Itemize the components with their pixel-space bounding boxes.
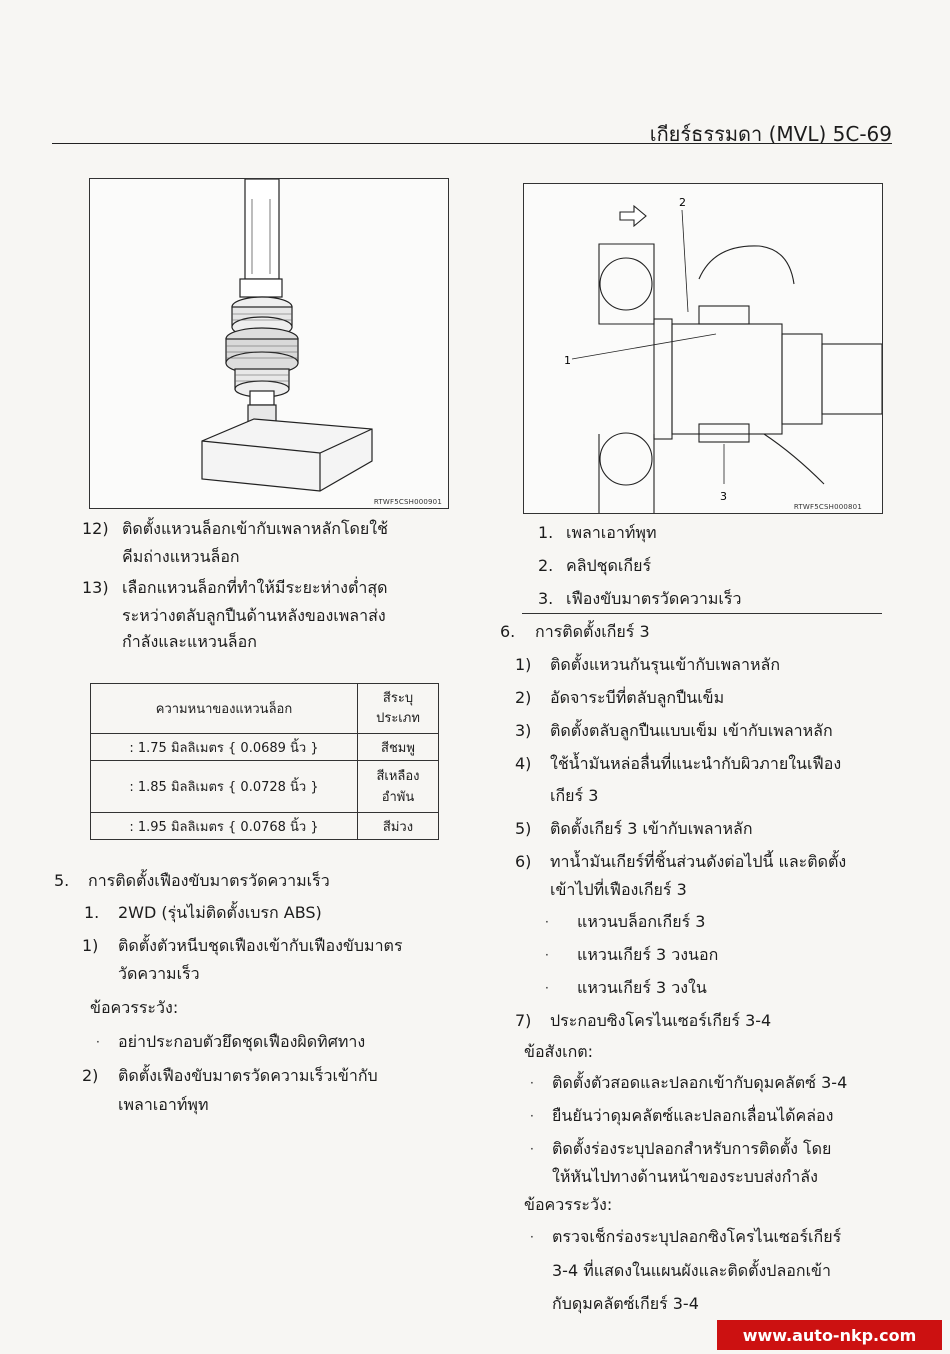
callout-2: 2	[679, 196, 686, 209]
section-5-step1-line2: วัดความเร็ว	[118, 964, 200, 983]
s6-step7-text: ประกอบซิงโครไนเซอร์เกียร์ 3-4	[550, 1011, 772, 1030]
step-12-num: 12)	[82, 519, 109, 538]
table-header-color	[358, 684, 439, 734]
legend-divider	[522, 613, 882, 614]
observe-bullet: ·	[530, 1109, 534, 1123]
observe-item-line1: ติดตั้งร่องระบุปลอกสำหรับการติดตั้ง โดย	[552, 1139, 832, 1158]
caution-item-line1: ตรวจเช็กร่องระบุปลอกซิงโครไนเซอร์เกียร์	[552, 1227, 842, 1246]
part-bullet: ·	[545, 915, 549, 929]
thickness-cell: : 1.95 มิลลิเมตร { 0.0768 นิ้ว }	[91, 813, 358, 840]
mainshaft-illustration	[90, 179, 448, 508]
color-cell-line2: อำพัน	[381, 789, 415, 805]
part-bullet: ·	[545, 981, 549, 995]
color-cell	[358, 761, 439, 813]
s6-step6-line2: เข้าไปที่เฟืองเกียร์ 3	[550, 880, 687, 899]
figure-mainshaft-press	[89, 178, 449, 509]
legend-3-label: เฟืองขับมาตรวัดความเร็ว	[566, 589, 742, 608]
section-6-title: การติดตั้งเกียร์ 3	[535, 622, 650, 641]
callout-1: 1	[564, 354, 571, 367]
legend-2-num: 2.	[538, 556, 554, 575]
s6-step2-line1: อัดจาระบีที่ตลับลูกปืนเข็ม	[550, 688, 725, 707]
section-5-sub-num: 1.	[84, 903, 100, 922]
page-title: เกียร์ธรรมดา (MVL) 5C-69	[649, 122, 892, 146]
table-header-color-line1: สีระบุ	[382, 690, 414, 706]
step-13-line1: เลือกแหวนล็อกที่ทำให้มีระยะห่างต่ำสุด	[122, 578, 388, 597]
section-5-step1-num: 1)	[82, 936, 99, 955]
color-cell: สีชมพู	[358, 734, 439, 761]
section-5-caution-label: ข้อควรระวัง:	[90, 998, 179, 1017]
s6-step7-num: 7)	[515, 1011, 532, 1030]
section-5-sub-title: 2WD (รุ่นไม่ติดตั้งเบรก ABS)	[118, 903, 322, 922]
section-5-step1-line1: ติดตั้งตัวหนีบชุดเฟืองเข้ากับเฟืองขับมาตร	[118, 936, 403, 955]
legend-3-num: 3.	[538, 589, 554, 608]
observe-bullet: ·	[530, 1142, 534, 1156]
s6-step4-line2: เกียร์ 3	[550, 786, 599, 805]
s6-step2-num: 2)	[515, 688, 532, 707]
section-5-step2-line1: ติดตั้งเฟืองขับมาตรวัดความเร็วเข้ากับ	[118, 1066, 378, 1085]
part-item: แหวนเกียร์ 3 วงนอก	[577, 945, 719, 964]
thickness-cell: : 1.85 มิลลิเมตร { 0.0728 นิ้ว }	[91, 761, 358, 813]
section-5-title: การติดตั้งเฟืองขับมาตรวัดความเร็ว	[88, 871, 330, 890]
figure-code: RTWF5CSH000901	[373, 498, 442, 506]
part-item: แหวนบล็อกเกียร์ 3	[577, 912, 706, 931]
step-13-line3: กำลังและแหวนล็อก	[122, 632, 257, 651]
s6-step3-num: 3)	[515, 721, 532, 740]
table-row	[91, 761, 439, 813]
section-6-num: 6.	[500, 622, 516, 641]
step-12-line1: ติดตั้งแหวนล็อกเข้ากับเพลาหลักโดยใช้	[122, 519, 388, 538]
observe-label: ข้อสังเกต:	[524, 1042, 594, 1061]
figure-code: RTWF5CSH000801	[793, 503, 862, 511]
observe-item: ติดตั้งตัวสอดและปลอกเข้ากับดุมคลัตซ์ 3-4	[552, 1073, 848, 1092]
legend-2-label: คลิปชุดเกียร์	[566, 556, 652, 575]
observe-item: ยืนยันว่าดุมคลัตซ์และปลอกเลื่อนได้คล่อง	[552, 1106, 834, 1125]
table-row	[91, 734, 439, 761]
caution-bullet: ·	[530, 1230, 534, 1244]
part-item: แหวนเกียร์ 3 วงใน	[577, 978, 707, 997]
table-header-thickness: ความหนาของแหวนล็อก	[91, 684, 358, 734]
s6-step4-num: 4)	[515, 754, 532, 773]
s6-step6-line1: ทาน้ำมันเกียร์ที่ชิ้นส่วนดังต่อไปนี้ และติดตั้ง	[550, 852, 847, 871]
s6-step3-line1: ติดตั้งตลับลูกปืนแบบเข็ม เข้ากับเพลาหลัก	[550, 721, 833, 740]
section-5-step2-line2: เพลาเอาท์พุท	[118, 1095, 209, 1114]
legend-1-label: เพลาเอาท์พุท	[566, 523, 657, 542]
color-cell: สีม่วง	[358, 813, 439, 840]
callout-3: 3	[720, 490, 727, 503]
table-header-color-line2: ประเภท	[376, 710, 420, 726]
caution-item-line3: กับดุมคลัตซ์เกียร์ 3-4	[552, 1294, 699, 1313]
s6-step1-num: 1)	[515, 655, 532, 674]
ring-thickness-table	[90, 683, 439, 840]
s6-step5-line1: ติดตั้งเกียร์ 3 เข้ากับเพลาหลัก	[550, 819, 753, 838]
step-13-line2: ระหว่างตลับลูกปืนด้านหลังของเพลาส่ง	[122, 606, 386, 625]
header-divider	[52, 143, 892, 144]
caution-bullet: ·	[96, 1035, 100, 1049]
color-cell-line1: สีเหลือง	[376, 768, 420, 784]
website-banner[interactable]: www.auto-nkp.com	[717, 1320, 942, 1350]
table-row	[91, 813, 439, 840]
s6-caution-label: ข้อควรระวัง:	[524, 1195, 613, 1214]
section-5-caution-item: อย่าประกอบตัวยึดชุดเฟืองผิดทิศทาง	[118, 1032, 366, 1051]
section-5-num: 5.	[54, 871, 70, 890]
step-12-line2: คีมถ่างแหวนล็อก	[122, 547, 240, 566]
s6-step1-line1: ติดตั้งแหวนกันรุนเข้ากับเพลาหลัก	[550, 655, 780, 674]
s6-step5-num: 5)	[515, 819, 532, 838]
observe-item-line2: ให้หันไปทางด้านหน้าของระบบส่งกำลัง	[552, 1167, 818, 1186]
observe-bullet: ·	[530, 1076, 534, 1090]
figure-output-shaft	[523, 183, 883, 514]
thickness-cell: : 1.75 มิลลิเมตร { 0.0689 นิ้ว }	[91, 734, 358, 761]
s6-step4-line1: ใช้น้ำมันหล่อลื่นที่แนะนำกับผิวภายในเฟือง	[550, 754, 842, 773]
section-5-step2-num: 2)	[82, 1066, 99, 1085]
output-shaft-illustration	[524, 184, 882, 513]
legend-1-num: 1.	[538, 523, 554, 542]
step-13-num: 13)	[82, 578, 109, 597]
s6-step6-num: 6)	[515, 852, 532, 871]
part-bullet: ·	[545, 948, 549, 962]
caution-item-line2: 3-4 ที่แสดงในแผนผังและติดตั้งปลอกเข้า	[552, 1261, 831, 1280]
